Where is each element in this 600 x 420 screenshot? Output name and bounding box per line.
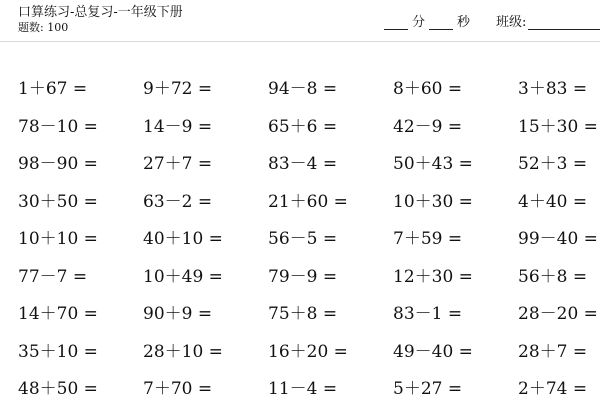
problem-grid xyxy=(18,78,600,416)
problem-row xyxy=(18,116,600,154)
problem: 12＋30 = xyxy=(393,266,473,287)
problem-row xyxy=(18,153,600,191)
problem: 78－10 = xyxy=(18,116,98,137)
problem: 83－1 = xyxy=(393,304,463,324)
worksheet-header xyxy=(0,0,600,40)
problem: 99－40 = xyxy=(518,229,598,249)
problem-row xyxy=(18,191,600,229)
minutes-label: 分 xyxy=(412,15,426,30)
problem: 94－8 = xyxy=(268,79,338,99)
problem: 10＋49 = xyxy=(143,266,223,287)
problem-row xyxy=(18,228,600,266)
problem: 98－90 = xyxy=(18,154,98,174)
problem: 14＋70 = xyxy=(18,304,98,324)
problem: 56＋8 = xyxy=(518,266,588,287)
problem: 50＋43 = xyxy=(393,154,473,174)
problem: 40＋10 = xyxy=(143,229,223,249)
problem: 48＋50 = xyxy=(18,379,98,399)
class-label: 班级: xyxy=(496,15,527,30)
problem-row xyxy=(18,303,600,341)
seconds-label: 秒 xyxy=(457,15,471,30)
problem: 15＋30 = xyxy=(518,116,598,137)
problem: 49－40 = xyxy=(393,341,473,362)
problem: 35＋10 = xyxy=(18,341,98,362)
question-count: 题数: 100 xyxy=(18,21,69,34)
problem: 75＋8 = xyxy=(268,304,338,324)
header-divider xyxy=(0,41,600,42)
problem: 7＋59 = xyxy=(393,229,463,249)
problem: 28＋7 = xyxy=(518,341,588,362)
problem: 4＋40 = xyxy=(518,191,588,212)
problem: 14－9 = xyxy=(143,116,213,137)
problem: 83－4 = xyxy=(268,154,338,174)
problem: 1＋67 = xyxy=(18,79,88,99)
problem: 30＋50 = xyxy=(18,191,98,212)
seconds-blank[interactable] xyxy=(429,15,453,30)
problem: 65＋6 = xyxy=(268,116,338,137)
problem: 10＋10 = xyxy=(18,229,98,249)
problem: 2＋74 = xyxy=(518,379,588,399)
problem: 11－4 = xyxy=(268,379,338,399)
problem: 27＋7 = xyxy=(143,154,213,174)
problem: 3＋83 = xyxy=(518,79,588,99)
problem: 5＋27 = xyxy=(393,379,463,399)
problem: 42－9 = xyxy=(393,116,463,137)
problem: 8＋60 = xyxy=(393,79,463,99)
problem: 90＋9 = xyxy=(143,304,213,324)
problem: 21＋60 = xyxy=(268,191,348,212)
problem: 9＋72 = xyxy=(143,79,213,99)
problem-row xyxy=(18,266,600,304)
problem: 77－7 = xyxy=(18,266,88,287)
problem: 52＋3 = xyxy=(518,154,588,174)
minutes-blank[interactable] xyxy=(384,15,408,30)
problem-row xyxy=(18,78,600,116)
time-field xyxy=(384,11,474,30)
problem-row xyxy=(18,378,600,416)
class-blank[interactable] xyxy=(528,15,600,30)
problem-row xyxy=(18,341,600,379)
problem: 28＋10 = xyxy=(143,341,223,362)
class-field xyxy=(496,11,600,30)
problem: 7＋70 = xyxy=(143,379,213,399)
problem: 28－20 = xyxy=(518,304,598,324)
problem: 63－2 = xyxy=(143,191,213,212)
problem: 16＋20 = xyxy=(268,341,348,362)
problem: 56－5 = xyxy=(268,229,338,249)
problem: 79－9 = xyxy=(268,266,338,287)
worksheet-title: 口算练习-总复习-一年级下册 xyxy=(18,5,183,20)
problem: 10＋30 = xyxy=(393,191,473,212)
